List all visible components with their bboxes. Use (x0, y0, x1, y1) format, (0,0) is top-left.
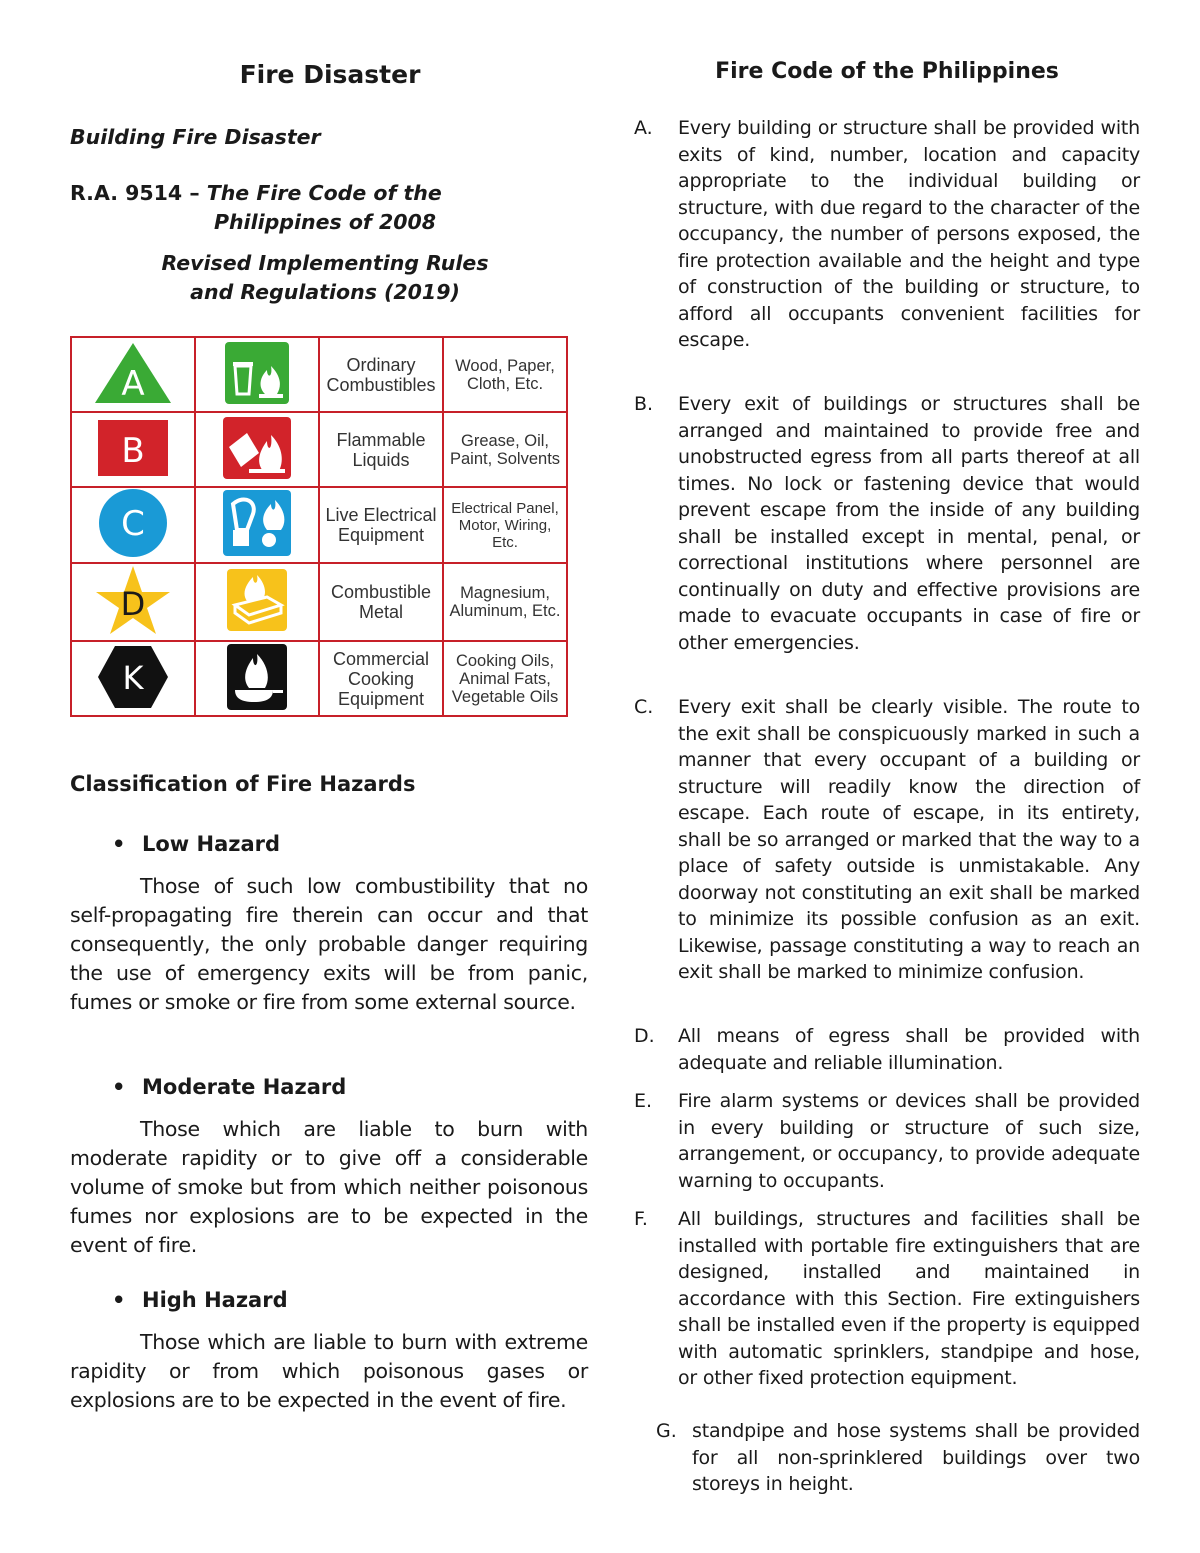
code-item-a (634, 115, 1140, 354)
subtitle: Building Fire Disaster (70, 125, 321, 149)
item-label: A. (634, 117, 653, 139)
class-name-cell: Combustible Metal (319, 563, 443, 641)
class-name-cell: Flammable Liquids (319, 412, 443, 487)
class-symbol-cell (71, 412, 195, 487)
class-pictogram-cell (195, 487, 319, 563)
table-row (71, 641, 567, 716)
high-hazard-text: Those which are liable to burn with extreme rapidity or from which poisonous gases or explosions are to be expected in the event of fire. (70, 1330, 588, 1412)
page-title: Fire Disaster (239, 60, 421, 89)
square-class-b-icon (96, 418, 170, 478)
irr-line2: and Regulations (2019) (190, 280, 460, 304)
circle-class-c-icon (96, 488, 170, 558)
low-hazard-text: Those of such low combustibility that no self-propagating fire therein can occur and that consequently, the only probable danger requiring the use of emergency exits will be from panic, fumes or smoke or fire from some external source. (70, 874, 588, 1014)
triangle-class-a-icon (93, 341, 173, 405)
class-name-cell: Ordinary Combustibles (319, 337, 443, 412)
item-label: F. (634, 1208, 648, 1230)
moderate-hazard-text: Those which are liable to burn with moderate rapidity or to give off a considerable volume of smoke but from which neither poisonous fumes nor explosions are to be expected in the event of fire. (70, 1117, 588, 1257)
electric-fire-icon (223, 490, 291, 556)
class-name-cell: Live Electrical Equipment (319, 487, 443, 563)
item-text: standpipe and hose systems shall be provided for all non-sprinklered buildings over two storeys in height. (692, 1420, 1140, 1495)
class-pictogram-cell (195, 641, 319, 716)
item-text: Every building or structure shall be provided with exits of kind, number, location and capacity appropriate to the individual building or structure, with due regard to the character of the occupancy, the number of persons exposed, the fire protection available and the height and type of construction of the building or structure, to afford all occupants convenient facilities for escape. (678, 117, 1140, 351)
class-letter: A (121, 363, 145, 404)
class-pictogram-cell (195, 412, 319, 487)
class-examples-cell: Magnesium, Aluminum, Etc. (443, 563, 567, 641)
code-item-f (634, 1206, 1140, 1392)
low-hazard-title: Low Hazard (142, 832, 281, 856)
class-symbol-cell (71, 563, 195, 641)
item-text: Every exit shall be clearly visible. The route to the exit shall be conspicuously marked in such a manner that every occupant of a building or structure will readily know the direction of escape. Each route of escape, in its entirety, shall be so arranged or marked that the way to a place of safety outside is unmistakable. Any doorway not constituting an exit shall be marked to minimize its possible confusion as an exit. Likewise, passage constituting a way to reach an exit shall be marked to minimize confusion. (678, 696, 1140, 983)
code-item-b (634, 391, 1140, 656)
item-label: B. (634, 393, 654, 415)
irr-heading (70, 249, 590, 307)
ra-title-line1: The Fire Code of the (206, 181, 442, 205)
item-label: G. (656, 1420, 677, 1442)
code-item-e (634, 1088, 1140, 1194)
table-row (71, 412, 567, 487)
table-row (71, 563, 567, 641)
class-letter: B (121, 430, 145, 471)
ra-title-line2: Philippines of 2008 (213, 210, 437, 234)
hazards-heading: Classification of Fire Hazards (70, 772, 416, 796)
ra-heading (70, 179, 590, 237)
liquid-fire-icon (223, 417, 291, 479)
bullet-dot: • (112, 1075, 126, 1099)
item-label: D. (634, 1025, 655, 1047)
star-class-d-icon (94, 564, 172, 636)
item-text: All means of egress shall be provided with adequate and reliable illumination. (678, 1025, 1140, 1074)
class-letter: K (122, 658, 144, 697)
code-item-d (634, 1023, 1140, 1076)
class-symbol-cell (71, 641, 195, 716)
class-pictogram-cell (195, 337, 319, 412)
item-label: C. (634, 696, 654, 718)
hexagon-class-k-icon (97, 644, 169, 710)
class-letter: D (120, 585, 146, 623)
class-examples-cell: Wood, Paper, Cloth, Etc. (443, 337, 567, 412)
moderate-hazard-title: Moderate Hazard (142, 1075, 347, 1099)
class-examples-cell: Electrical Panel, Motor, Wiring, Etc. (443, 487, 567, 563)
class-letter: C (121, 504, 145, 544)
ra-prefix: R.A. 9514 – (70, 181, 207, 205)
class-pictogram-cell (195, 563, 319, 641)
class-examples-cell: Grease, Oil, Paint, Solvents (443, 412, 567, 487)
table-row (71, 337, 567, 412)
code-item-c (634, 694, 1140, 986)
code-item-g (634, 1418, 1140, 1498)
high-hazard-bullet (112, 1288, 288, 1312)
class-symbol-cell (71, 487, 195, 563)
fire-code-title: Fire Code of the Philippines (715, 59, 1059, 84)
bullet-dot: • (112, 1288, 126, 1312)
item-text: Every exit of buildings or structures shall be arranged and maintained to provide free and unobstructed egress from all parts thereof at all times. No lock or fastening device that would prevent escape from the inside of any building shall be installed except in mental, penal, or correctional institutions where personnel are continually on duty and effective provisions are made to evacuate occupants in case of fire or other emergencies. (678, 393, 1140, 654)
class-symbol-cell (71, 337, 195, 412)
table-row (71, 487, 567, 563)
left-column-header (70, 55, 590, 307)
item-text: All buildings, structures and facilities shall be installed with portable fire extinguishers that are designed, installed and maintained in accordance with this Section. Fire extinguishers shall be installed even if the property is equipped with automatic sprinklers, standpipe and hose, or other fixed protection equipment. (678, 1208, 1140, 1389)
class-name-cell: Commercial Cooking Equipment (319, 641, 443, 716)
right-column-header (634, 55, 1140, 89)
low-hazard-bullet (112, 832, 280, 856)
metal-fire-icon (227, 569, 287, 631)
trash-fire-icon (225, 342, 289, 404)
class-examples-cell: Cooking Oils, Animal Fats, Vegetable Oils (443, 641, 567, 716)
cooking-fire-icon (227, 644, 287, 710)
irr-line1: Revised Implementing Rules (161, 251, 489, 275)
item-text: Fire alarm systems or devices shall be provided in every building or structure of such size, arrangement, or occupancy, to provide adequate warning to occupants. (678, 1090, 1140, 1192)
item-label: E. (634, 1090, 653, 1112)
high-hazard-title: High Hazard (142, 1288, 288, 1312)
fire-class-table (70, 336, 568, 717)
moderate-hazard-bullet (112, 1075, 346, 1099)
bullet-dot: • (112, 832, 126, 856)
